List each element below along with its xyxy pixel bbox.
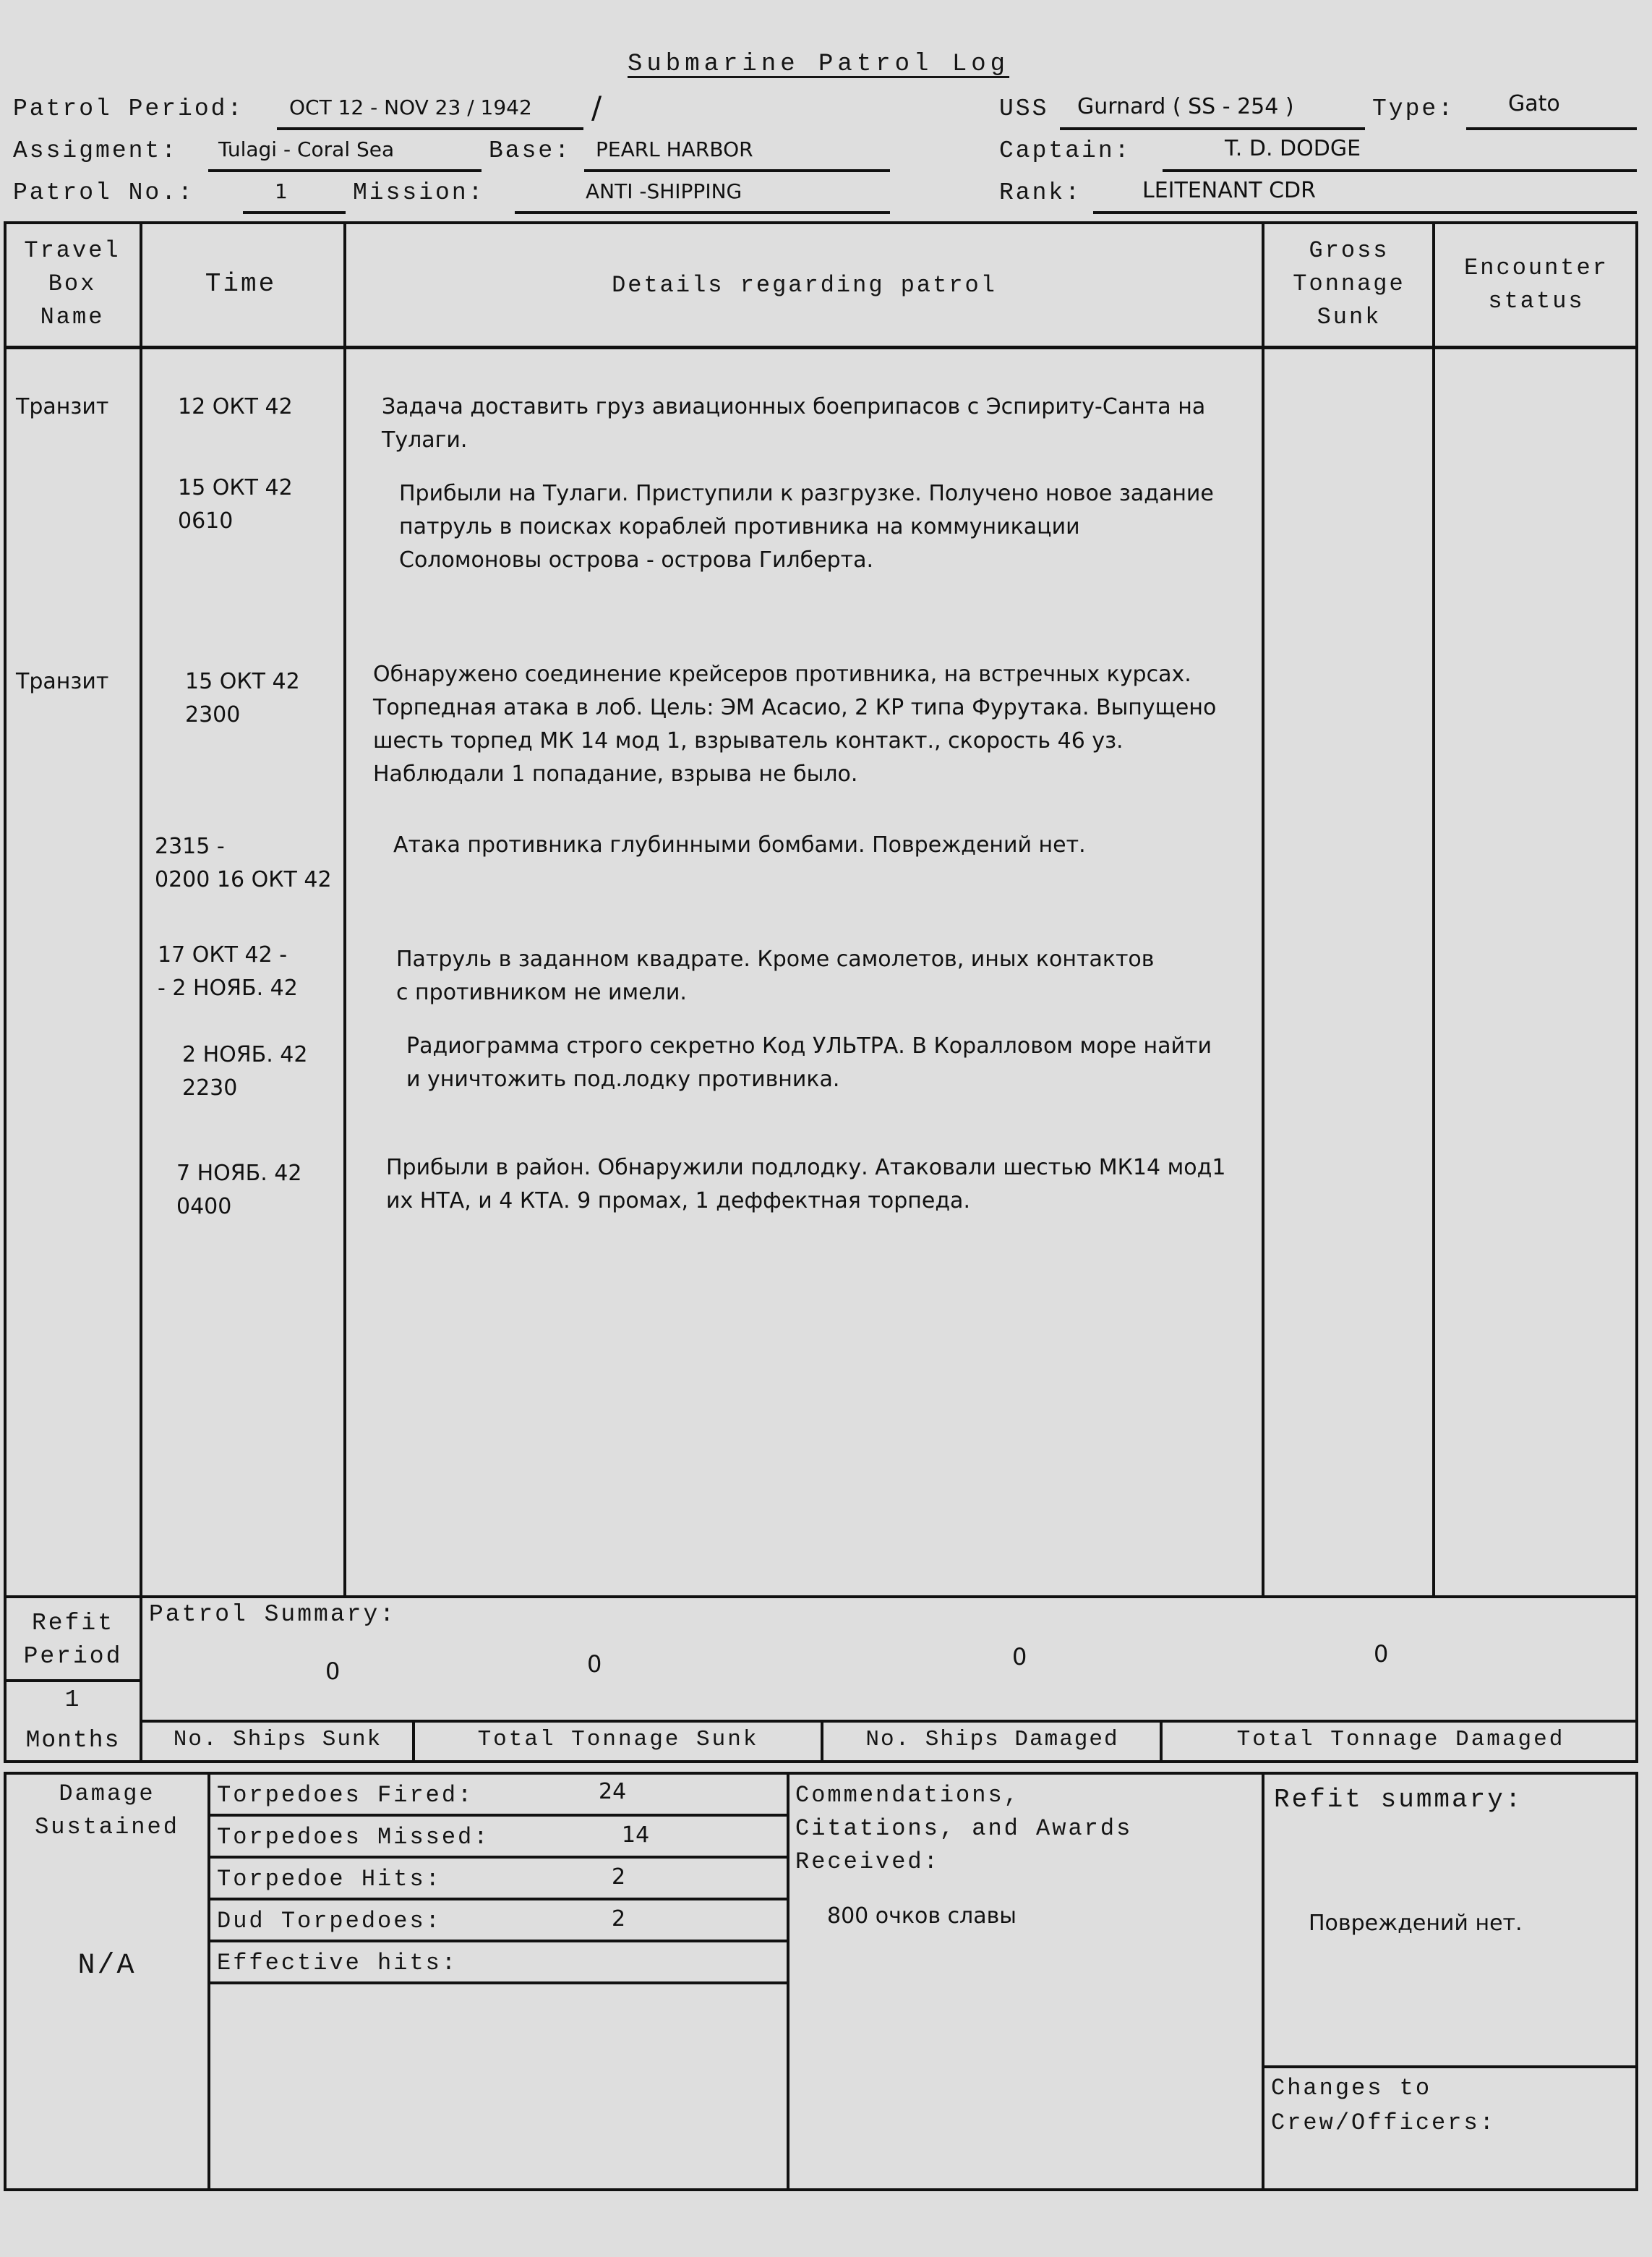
base-label: Base:	[489, 137, 572, 164]
detail-line: Прибыли на Тулаги. Приступили к разгрузке. Получено новое задание	[399, 481, 1214, 506]
detail-line: с противником не имели.	[396, 980, 687, 1005]
entry-time	[178, 472, 293, 538]
entry-details	[386, 1151, 1225, 1218]
uss-label: USS	[999, 95, 1049, 122]
captain-label: Captain:	[999, 137, 1131, 164]
detail-line: патруль в поисках кораблей противника на коммуникации	[399, 514, 1080, 539]
time-line: 0610	[178, 508, 234, 534]
detail-line: их НТА, и 4 КТА. 9 промах, 1 деффектная торпеда.	[386, 1188, 970, 1213]
refit-period-line: Refit	[31, 1610, 115, 1637]
torpedo-hits-value[interactable]: 2	[612, 1864, 626, 1890]
detail-line: шесть торпед МК 14 мод 1, взрыватель контакт., скорость 46 уз.	[373, 728, 1124, 754]
base-field[interactable]: PEARL HARBOR	[596, 137, 753, 161]
damage-label-line: Sustained	[35, 1814, 179, 1840]
torpedoes-fired-label: Torpedoes Fired:	[217, 1782, 474, 1809]
col-header-line: status	[1488, 288, 1585, 315]
damage-sustained-label	[7, 1778, 207, 1844]
time-line: 7 НОЯБ. 42	[176, 1161, 302, 1186]
tonnage-sunk-value: 0	[587, 1650, 602, 1678]
detail-line: Соломоновы острова - острова Гилберта.	[399, 547, 874, 573]
entry-box-name: Транзит	[16, 669, 109, 694]
col-header-gross-tonnage	[1265, 234, 1433, 334]
entry-time	[176, 1157, 301, 1224]
rank-field[interactable]: LEITENANT CDR	[1142, 178, 1316, 203]
detail-line: и уничтожить под.лодку противника.	[406, 1067, 840, 1092]
tonnage-sunk-label: Total Tonnage Sunk	[477, 1727, 759, 1752]
commendations-value[interactable]: 800 очков славы	[827, 1903, 1017, 1929]
effective-hits-label: Effective hits:	[217, 1950, 458, 1976]
time-line: 15 ОКТ 42	[178, 475, 293, 500]
detail-line: Радиограмма строго секретно Код УЛЬТРА. В Коралловом море найти	[406, 1033, 1212, 1059]
assignment-field[interactable]: Tulagi - Coral Sea	[218, 137, 395, 161]
torpedoes-missed-value[interactable]: 14	[622, 1822, 650, 1848]
changes-line: Changes to	[1271, 2075, 1432, 2102]
time-line: 15 ОКТ 42	[185, 669, 300, 694]
ships-damaged-value: 0	[1012, 1643, 1027, 1671]
commendations-line: Citations, and Awards	[795, 1815, 1133, 1842]
detail-line: Задача доставить груз авиационных боеприпасов с Эспириту-Санта на	[382, 394, 1206, 419]
type-label: Type:	[1372, 95, 1455, 122]
entry-time	[185, 665, 300, 732]
time-line: - 2 НОЯБ. 42	[158, 976, 298, 1001]
patrol-period-label: Patrol Period:	[13, 95, 244, 122]
time-line: 2315 -	[155, 834, 225, 859]
col-header-line: Encounter	[1464, 255, 1609, 281]
time-line: 2 НОЯБ. 42	[182, 1042, 308, 1067]
col-header-line: Sunk	[1317, 304, 1382, 330]
ships-damaged-label: No. Ships Damaged	[865, 1727, 1119, 1752]
commendations-line: Commendations,	[795, 1782, 1020, 1809]
refit-period-line: Period	[23, 1643, 123, 1670]
detail-line: Тулаги.	[382, 427, 468, 453]
entry-time	[158, 939, 298, 1005]
patrol-no-label: Patrol No.:	[13, 179, 194, 206]
assignment-label: Assigment:	[13, 137, 179, 164]
tonnage-damaged-label: Total Tonnage Damaged	[1236, 1727, 1565, 1752]
entry-details	[373, 658, 1216, 791]
refit-months-value[interactable]: 1	[64, 1686, 82, 1713]
detail-line: Атака противника глубинными бомбами. Повреждений нет.	[393, 832, 1086, 858]
ships-sunk-value: 0	[325, 1657, 341, 1685]
col-header-details: Details regarding patrol	[612, 272, 997, 299]
commendations-line: Received:	[795, 1848, 940, 1875]
col-header-line: Travel	[24, 237, 121, 264]
ships-sunk-label: No. Ships Sunk	[173, 1727, 382, 1752]
time-line: 0200 16 ОКТ 42	[155, 867, 332, 892]
dud-torpedoes-label: Dud Torpedoes:	[217, 1908, 442, 1934]
patrol-summary-label: Patrol Summary:	[149, 1601, 397, 1628]
detail-line: Наблюдали 1 попадание, взрыва не было.	[373, 761, 858, 787]
patrol-no-field[interactable]: 1	[275, 179, 288, 203]
entry-details	[382, 391, 1205, 457]
refit-summary-value[interactable]: Повреждений нет.	[1309, 1911, 1523, 1936]
entry-details	[399, 477, 1214, 577]
dud-torpedoes-value[interactable]: 2	[612, 1906, 626, 1932]
patrol-period-extra: /	[591, 90, 602, 125]
time-line: 0400	[176, 1194, 232, 1219]
time-line: 12 ОКТ 42	[178, 394, 293, 419]
entry-details	[406, 1030, 1212, 1096]
detail-line: Обнаружено соединение крейсеров противника, на встречных курсах.	[373, 662, 1191, 687]
entry-details	[393, 829, 1086, 862]
col-header-time: Time	[205, 269, 277, 299]
uss-field[interactable]: Gurnard ( SS - 254 )	[1077, 94, 1294, 119]
col-header-line: Tonnage	[1293, 270, 1405, 297]
time-line: 2300	[185, 702, 241, 728]
mission-label: Mission:	[353, 179, 485, 206]
entry-time	[178, 391, 293, 424]
captain-field[interactable]: T. D. DODGE	[1225, 136, 1361, 161]
col-header-line: Gross	[1309, 237, 1390, 264]
col-header-line: Name	[40, 304, 105, 330]
rank-label: Rank:	[999, 179, 1082, 206]
damage-label-line: Damage	[59, 1780, 155, 1807]
time-line: 2230	[182, 1075, 238, 1101]
torpedo-hits-label: Torpedoe Hits:	[217, 1866, 442, 1893]
col-header-travel-box	[7, 234, 137, 334]
col-header-encounter-status	[1436, 252, 1637, 318]
col-header-line: Box	[48, 270, 97, 297]
detail-line: Торпедная атака в лоб. Цель: ЭМ Асасио, 2 КР типа Фурутака. Выпущено	[373, 695, 1217, 720]
entry-time	[155, 830, 332, 897]
mission-field[interactable]: ANTI -SHIPPING	[586, 179, 742, 203]
refit-months-label: Months	[25, 1727, 121, 1754]
entry-box-name: Транзит	[16, 394, 109, 419]
time-line: 17 ОКТ 42 -	[158, 942, 288, 968]
torpedoes-fired-value[interactable]: 24	[599, 1779, 627, 1804]
detail-line: Прибыли в район. Обнаружили подлодку. Атаковали шестью МК14 мод1	[386, 1155, 1226, 1180]
changes-line: Crew/Officers:	[1271, 2109, 1496, 2136]
page-title: Submarine Patrol Log	[628, 51, 1010, 78]
entry-time	[182, 1038, 307, 1105]
refit-period-label	[7, 1607, 139, 1673]
changes-crew-label	[1271, 2071, 1496, 2141]
type-field[interactable]: Gato	[1508, 91, 1560, 116]
entry-details	[396, 943, 1154, 1010]
commendations-label	[795, 1779, 1132, 1879]
tonnage-damaged-value: 0	[1374, 1640, 1389, 1668]
refit-summary-label: Refit summary:	[1274, 1785, 1523, 1814]
damage-sustained-value[interactable]: N/A	[77, 1950, 137, 1982]
detail-line: Патруль в заданном квадрате. Кроме самолетов, иных контактов	[396, 947, 1155, 972]
patrol-period-field[interactable]: OCT 12 - NOV 23 / 1942	[289, 95, 532, 119]
torpedoes-missed-label: Torpedoes Missed:	[217, 1824, 490, 1851]
